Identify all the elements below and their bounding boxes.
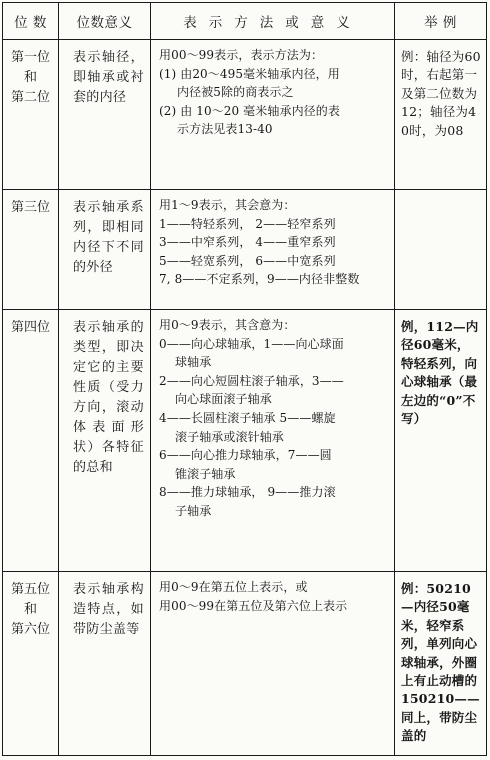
method-line: 5——轻宽系列， 6——中宽系列 xyxy=(159,253,336,268)
method-line: 8——推力球轴承， 9——推力滚 xyxy=(159,485,336,500)
meaning-cell: 表示轴径，即轴承或衬套的内径 xyxy=(59,40,151,190)
method-line: 用00～99在第五位及第六位上表示 xyxy=(159,598,348,613)
method-line: 滚子轴承或滚针轴承 xyxy=(175,429,284,444)
method-line: 2——向心短圆柱滚子轴承，3—— xyxy=(159,373,344,388)
table-row xyxy=(3,310,487,572)
meaning-cell: 表示轴承系列，即相同内径下不同的外径 xyxy=(59,190,151,310)
method-cell xyxy=(151,310,395,572)
example-cell xyxy=(395,190,487,310)
method-line: (1) 由20～495毫米轴承内径，用 xyxy=(159,66,340,81)
table-row xyxy=(3,190,487,310)
header-position: 位 数 xyxy=(3,3,59,40)
method-line: 1——特轻系列， 2——轻窄系列 xyxy=(159,216,336,231)
method-line: 用0～9在第五位上表示，或 xyxy=(159,580,308,594)
position-line: 第五位 xyxy=(10,582,50,597)
table-row xyxy=(3,40,487,190)
example-cell: 例：50210—内径50毫米，轻窄系列，单列向心球轴承，外圈上有止动槽的150210——同上，带防尘盖的 xyxy=(395,572,487,756)
meaning-cell: 表示轴承构造特点，如带防尘盖等 xyxy=(59,572,151,756)
method-line: 用1～9表示，其会意为： xyxy=(159,198,296,212)
method-line: 内径被5除的商表示之 xyxy=(177,85,294,100)
table-header-row xyxy=(3,3,487,40)
position-cell xyxy=(3,310,59,572)
method-line: 3——中窄系列， 4——重窄系列 xyxy=(159,235,336,250)
position-line: 和 xyxy=(23,70,37,85)
meaning-cell: 表示轴承的类型，即决定它的主要性质（受力方向，滚动体表面形状）各特征的总和 xyxy=(59,310,151,572)
method-line: 锥滚子轴承 xyxy=(175,466,236,481)
bearing-code-table xyxy=(2,2,487,756)
position-line: 第三位 xyxy=(10,200,50,215)
method-cell xyxy=(151,40,395,190)
method-cell xyxy=(151,572,395,756)
header-method-label: 表示方法或意义 xyxy=(183,15,362,31)
position-line: 第六位 xyxy=(10,622,50,637)
method-line: 0——向心球轴承，1——向心球面 xyxy=(159,336,344,351)
method-line: 子轴承 xyxy=(175,503,212,518)
method-line: 4——长圆柱滚子轴承 5——螺旋 xyxy=(159,410,336,425)
method-line: 向心球面滚子轴承 xyxy=(175,392,272,407)
example-cell: 例：轴径为60时，右起第一及第二位数为12；轴径为40时，为08 xyxy=(395,40,487,190)
position-line: 第一位 xyxy=(10,50,50,65)
header-method xyxy=(151,3,395,40)
header-meaning: 位数意义 xyxy=(59,3,151,40)
table-row xyxy=(3,572,487,756)
method-line: 6——向心推力球轴承，7——圆 xyxy=(159,448,332,463)
position-cell xyxy=(3,572,59,756)
position-line: 第四位 xyxy=(10,320,50,335)
position-cell xyxy=(3,40,59,190)
method-line: 球轴承 xyxy=(175,355,212,370)
method-line: 示方法见表13-40 xyxy=(177,122,273,137)
position-line: 和 xyxy=(23,602,37,617)
method-line: 用00～99表示，表示方法为： xyxy=(159,48,324,62)
position-cell xyxy=(3,190,59,310)
method-line: 用0～9表示，其含意为： xyxy=(159,318,296,332)
header-example: 举 例 xyxy=(395,3,487,40)
method-cell xyxy=(151,190,395,310)
example-cell: 例，112—内径60毫米，特轻系列，向心球轴承（最左边的“0”不写） xyxy=(395,310,487,572)
method-line: 7, 8——不定系列，9——内径非整数 xyxy=(159,272,360,287)
position-line: 第二位 xyxy=(10,90,50,105)
method-line: (2) 由 10～20 毫米轴承内径的表 xyxy=(159,103,340,118)
